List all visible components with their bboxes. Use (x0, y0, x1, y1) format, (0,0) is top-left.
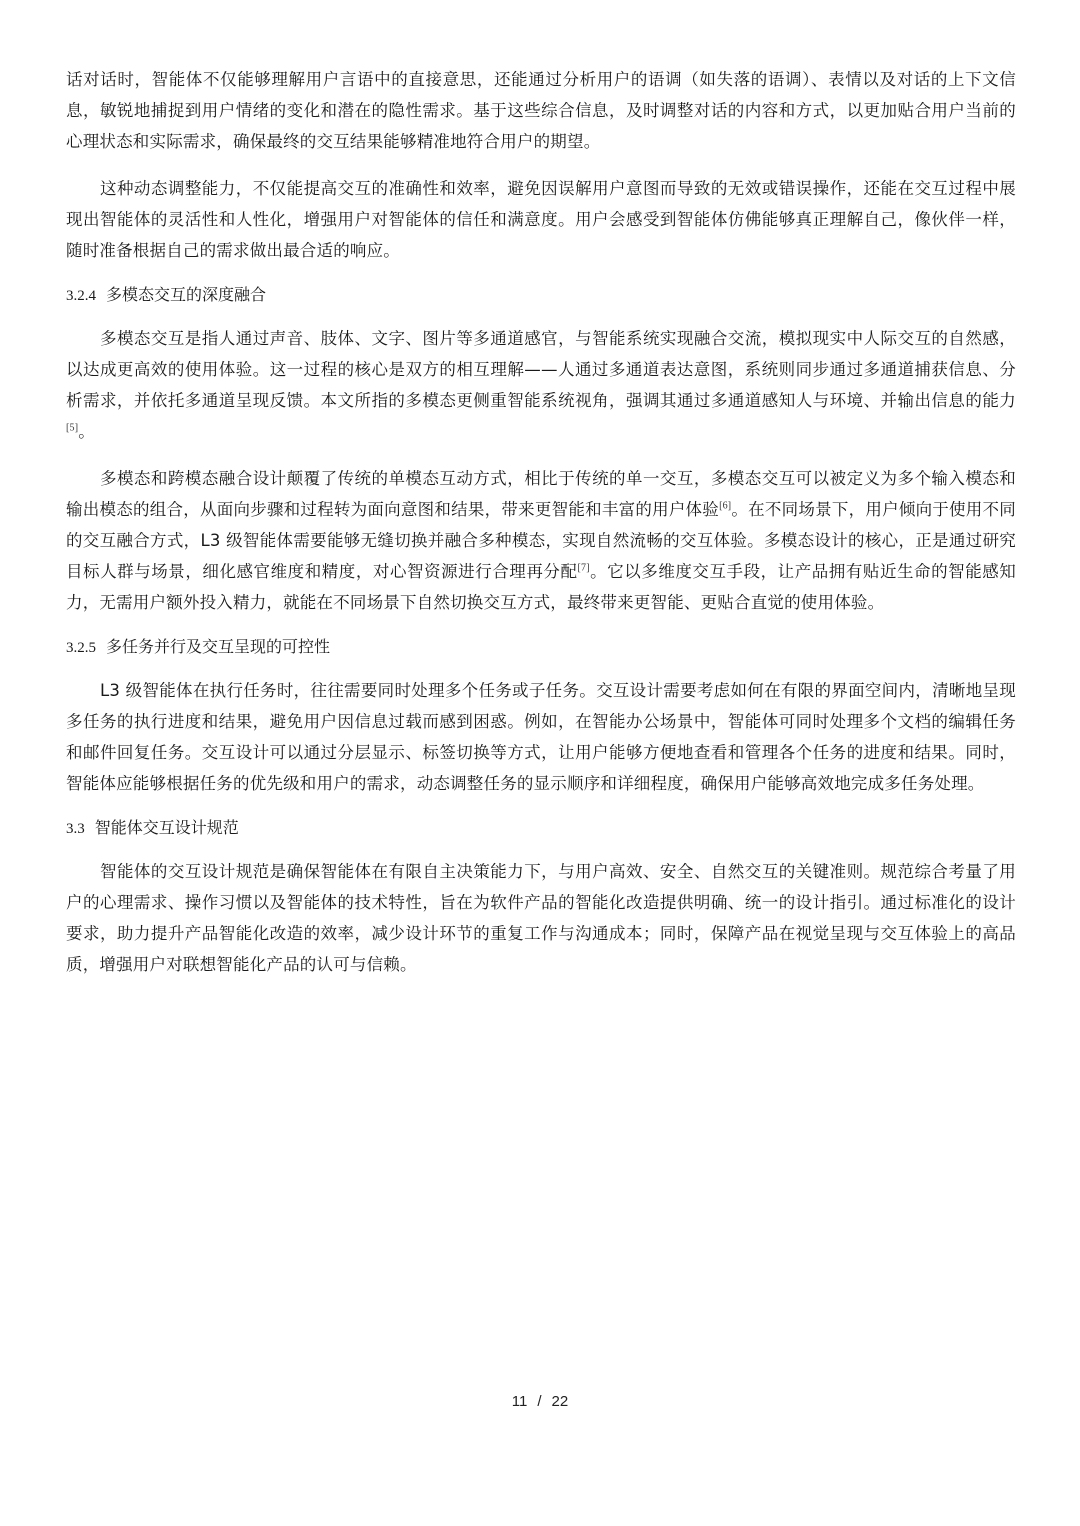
section-heading-3-2-5 (66, 634, 1016, 661)
paragraph-multitask: L3 级智能体在执行任务时，往往需要同时处理多个任务或子任务。交互设计需要考虑如何在有限的界面空间内，清晰地呈现多任务的执行进度和结果，避免用户因信息过载而感到困惑。例如，在智能办公场景中，智能体可同时处理多个文档的编辑任务和邮件回复任务。交互设计可以通过分层显示、标签切换等方式，让用户能够方便地查看和管理各个任务的进度和结果。同时，智能体应能够根据任务的优先级和用户的需求，动态调整任务的显示顺序和详细程度，确保用户能够高效地完成多任务处理。 (66, 681, 1016, 793)
page-separator: / (537, 1393, 542, 1410)
paragraph-design-spec: 智能体的交互设计规范是确保智能体在有限自主决策能力下，与用户高效、安全、自然交互的关键准则。规范综合考量了用户的心理需求、操作习惯以及智能体的技术特性，旨在为软件产品的智能化改造提供明确、统一的设计指引。通过标准化的设计要求，助力提升产品智能化改造的效率，减少设计环节的重复工作与沟通成本；同时，保障产品在视觉呈现与交互体验上的高品质，增强用户对联想智能化产品的认可与信赖。 (66, 862, 1016, 974)
citation-reference: [5] (66, 422, 79, 434)
section-number: 3.2.4 (66, 288, 96, 304)
paragraph-text: 多模态交互是指人通过声音、肢体、文字、图片等多通道感官，与智能系统实现融合交流，模拟现实中人际交互的自然感，以达成更高效的使用体验。这一过程的核心是双方的相互理解——人通过多通道表达意图，系统则同步通过多通道捕获信息、分析需求，并依托多通道呈现反馈。本文所指的多模态更侧重智能系统视角，强调其通过多通道感知人与环境、并输出信息的能力 (66, 329, 1016, 410)
section-title: 智能体交互设计规范 (94, 818, 239, 837)
citation-reference: [6] (719, 500, 732, 512)
section-title: 多模态交互的深度融合 (106, 285, 267, 304)
total-page-count: 22 (551, 1393, 569, 1410)
paragraph-text: 。 (78, 422, 95, 441)
paragraph-multimodal-fusion (66, 463, 1016, 618)
section-number: 3.3 (66, 821, 85, 837)
paragraph-text: 多模态和跨模态融合设计颠覆了传统的单模态互动方式，相比于传统的单一交互，多模态交互可以被定义为多个输入模态和输出模态的组合，从面向步骤和过程转为面向意图和结果，带来更智能和丰富的用户体验 (66, 469, 1016, 519)
section-number: 3.2.5 (66, 640, 96, 656)
section-heading-3-2-4 (66, 282, 1016, 309)
section-heading-3-3 (66, 815, 1016, 842)
paragraph-multimodal-definition (66, 323, 1016, 447)
paragraph-text: 。在不同场景下，用户倾向于使用不同的交互融合方式，L3 级智能体需要能够无缝切换并融合多种模态，实现自然流畅的交互体验。多模态设计的核心，正是通过研究目标人群与场景，细化感官维度和精度，对心智资源进行合理再分配 (66, 500, 1016, 581)
page-number-footer (0, 1392, 1080, 1412)
section-title: 多任务并行及交互呈现的可控性 (106, 637, 331, 656)
citation-reference: [7] (577, 562, 590, 574)
paragraph-continued: 话对话时，智能体不仅能够理解用户言语中的直接意思，还能通过分析用户的语调（如失落的语调）、表情以及对话的上下文信息，敏锐地捕捉到用户情绪的变化和潜在的隐性需求。基于这些综合信息，及时调整对话的内容和方式，以更加贴合用户当前的心理状态和实际需求，确保最终的交互结果能够精准地符合用户的期望。 (66, 70, 1016, 151)
current-page-number: 11 (511, 1393, 528, 1410)
page-content (66, 64, 1016, 996)
paragraph-text: 。它以多维度交互手段，让产品拥有贴近生命的智能感知力，无需用户额外投入精力，就能在不同场景下自然切换交互方式，最终带来更智能、更贴合直觉的使用体验。 (66, 562, 1017, 612)
paragraph-dynamic-adjustment: 这种动态调整能力，不仅能提高交互的准确性和效率，避免因误解用户意图而导致的无效或错误操作，还能在交互过程中展现出智能体的灵活性和人性化，增强用户对智能体的信任和满意度。用户会感受到智能体仿佛能够真正理解自己，像伙伴一样，随时准备根据自己的需求做出最合适的响应。 (66, 179, 1016, 260)
